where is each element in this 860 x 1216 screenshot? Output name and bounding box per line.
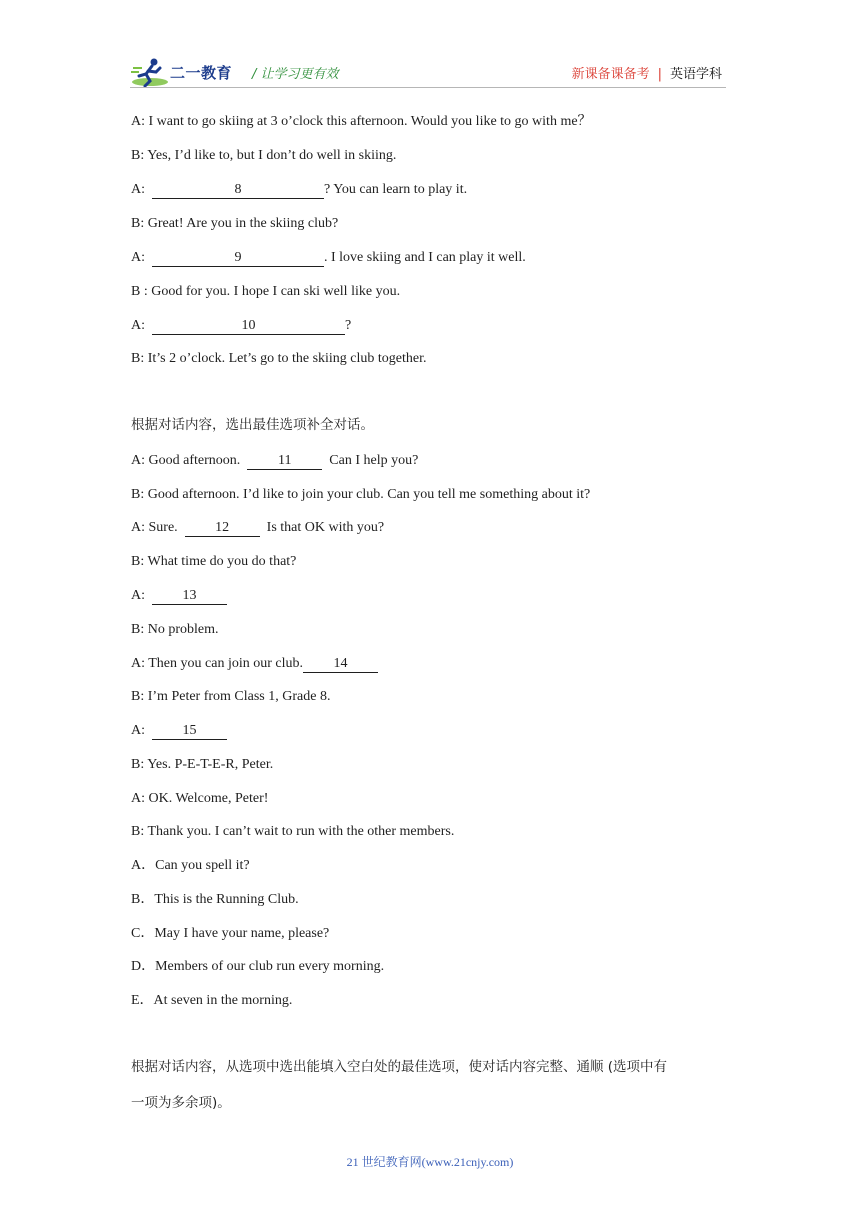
dialog-line: B: Yes, I’d like to, but I don’t do well in skiing. [131,148,397,163]
dialog-line: B: What time do you do that? [131,554,297,569]
dialog-line: B: It’s 2 o’clock. Let’s go to the skiing club together. [131,351,427,366]
dialog-line: B : Good for you. I hope I can ski well like you. [131,284,401,299]
dialog-line-with-blank: A: 10 ? [131,318,352,333]
dialog-line: B: I’m Peter from Class 1, Grade 8. [131,689,331,704]
dialog-line-with-blank: A: Sure. 12 Is that OK with you? [131,520,385,535]
option-item[interactable]: B．This is the Running Club. [131,892,299,907]
answer-blank[interactable]: 12 [185,519,260,537]
header-divider [130,87,726,88]
section-instruction: 根据对话内容，从选项中选出能填入空白处的最佳选项，使对话内容完整、通顺 (选项中有 [131,1059,668,1075]
answer-blank[interactable]: 15 [152,722,227,740]
answer-blank[interactable]: 8 [152,181,324,199]
page-header [130,56,726,90]
dialog-line-with-blank: A: 8 ? You can learn to play it. [131,182,468,197]
section-instruction: 根据对话内容，选出最佳选项补全对话。 [131,417,374,433]
dialog-line-with-blank: A: Good afternoon. 11 Can I help you? [131,453,419,468]
option-item[interactable]: E．At seven in the morning. [131,993,293,1008]
header-subject: 英语学科 [669,67,722,82]
option-item[interactable]: C．May I have your name, please? [131,926,330,941]
dialog-line: A: OK. Welcome, Peter! [131,791,269,806]
dialog-line: B: Thank you. I can’t wait to run with the other members. [131,824,455,839]
dialog-line: B: Yes. P-E-T-E-R, Peter. [131,757,274,772]
dialog-line-with-blank: A: 9 . I love skiing and I can play it well. [131,250,526,265]
option-item[interactable]: D．Members of our club run every morning. [131,959,385,974]
dialog-line: B: No problem. [131,622,219,637]
header-right [572,63,722,82]
dialog-line: B: Great! Are you in the skiing club? [131,216,339,231]
option-item[interactable]: A．Can you spell it? [131,858,250,873]
answer-blank[interactable]: 9 [152,249,324,267]
answer-blank[interactable]: 10 [152,317,345,335]
dialog-line-with-blank: A: 15 [131,721,227,741]
page-footer: 21 世纪教育网(www.21cnjy.com) [346,1155,514,1169]
section-instruction-continued: 一项为多余项)。 [131,1095,231,1111]
answer-blank[interactable]: 13 [152,587,227,605]
dialog-line: B: Good afternoon. I’d like to join your club. Can you tell me something about it? [131,487,591,502]
dialog-line-with-blank: A: 13 [131,586,227,606]
logo-text: 二一教育 [170,64,233,82]
header-slogan: / 让学习更有效 [252,67,339,82]
logo [130,56,250,90]
answer-blank[interactable]: 14 [303,655,378,673]
dialog-line-with-blank: A: Then you can join our club. 14 [131,654,378,674]
dialog-line: A: I want to go skiing at 3 o’clock this afternoon. Would you like to go with me？ [131,114,592,129]
header-tagline: 新课备课备考 [571,67,650,82]
answer-blank[interactable]: 11 [247,452,322,470]
runner-logo-icon [130,56,174,90]
header-separator: | [657,67,662,82]
